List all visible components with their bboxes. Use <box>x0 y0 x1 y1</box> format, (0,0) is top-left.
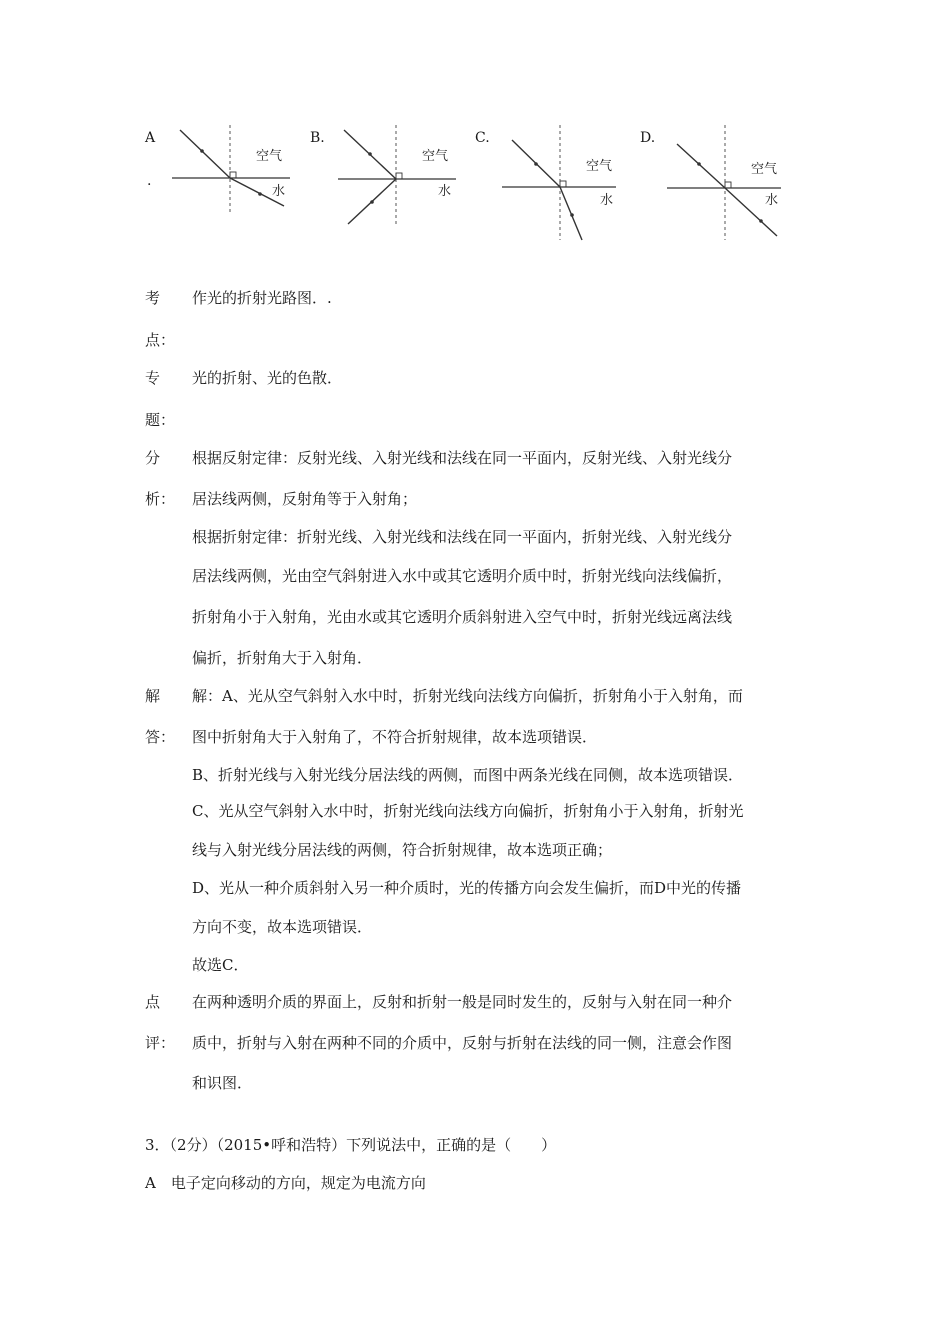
section-label-jieda-1: 解 <box>145 687 161 705</box>
diagram-c <box>500 120 630 245</box>
option-a-dot: . <box>147 173 152 189</box>
section-label-fenxi-1: 分 <box>145 449 161 467</box>
option-b-letter: B. <box>310 130 325 146</box>
option-a-letter: A <box>145 130 156 146</box>
option-c-letter: C. <box>475 130 490 146</box>
jieda-line: 故选C． <box>192 956 249 974</box>
jieda-line: 方向不变，故本选项错误． <box>192 918 373 936</box>
fenxi-line: 根据折射定律：折射光线、入射光线和法线在同一平面内，折射光线、入射光线分 <box>192 528 733 546</box>
water-label: 水 <box>600 193 614 208</box>
jieda-line: 图中折射角大于入射角了，不符合折射规律，故本选项错误． <box>192 728 598 746</box>
dianping-line: 质中，折射与入射在两种不同的介质中，反射与折射在法线的同一侧，注意会作图 <box>192 1034 733 1052</box>
water-label: 水 <box>272 184 286 199</box>
fenxi-line: 根据反射定律：反射光线、入射光线和法线在同一平面内，反射光线、入射光线分 <box>192 449 733 467</box>
question-3-stem: 3．（2分）（2015•呼和浩特）下列说法中，正确的是（ ） <box>145 1136 557 1154</box>
air-label: 空气 <box>751 162 778 177</box>
zhuanti-text: 光的折射、光的色散． <box>192 369 343 387</box>
section-label-kaodian-2: 点： <box>145 331 176 349</box>
air-label: 空气 <box>256 149 283 164</box>
option-d-letter: D. <box>640 130 656 146</box>
dianping-line: 和识图． <box>192 1074 253 1092</box>
water-label: 水 <box>438 184 452 199</box>
diagram-d <box>665 120 795 245</box>
jieda-line: C、光从空气斜射入水中时，折射光线向法线方向偏折，折射角小于入射角，折射光 <box>192 802 744 820</box>
section-label-zhuanti-2: 题： <box>145 411 176 429</box>
air-label: 空气 <box>422 149 449 164</box>
section-label-dianping-1: 点 <box>145 993 161 1011</box>
fenxi-line: 折射角小于入射角，光由水或其它透明介质斜射进入空气中时，折射光线远离法线 <box>192 608 733 626</box>
air-label: 空气 <box>586 159 613 174</box>
water-label: 水 <box>765 193 779 208</box>
jieda-line: B、折射光线与入射光线分居法线的两侧，而图中两条光线在同侧，故本选项错误． <box>192 766 744 784</box>
fenxi-line: 偏折，折射角大于入射角． <box>192 649 373 667</box>
fenxi-line: 居法线两侧，光由空气斜射进入水中或其它透明介质中时，折射光线向法线偏折， <box>192 567 733 585</box>
section-label-jieda-2: 答： <box>145 728 176 746</box>
section-label-kaodian-1: 考 <box>145 289 161 307</box>
kaodian-text: 作光的折射光路图．. <box>192 289 332 307</box>
jieda-line: 解：A、光从空气斜射入水中时，折射光线向法线方向偏折，折射角小于入射角，而 <box>192 687 743 705</box>
diagram-b <box>334 120 464 230</box>
section-label-fenxi-2: 析： <box>145 490 176 508</box>
dianping-line: 在两种透明介质的界面上，反射和折射一般是同时发生的，反射与入射在同一种介 <box>192 993 733 1011</box>
fenxi-line: 居法线两侧，反射角等于入射角； <box>192 490 418 508</box>
diagram-a <box>168 120 298 220</box>
section-label-zhuanti-1: 专 <box>145 369 161 387</box>
section-label-dianping-2: 评： <box>145 1034 176 1052</box>
jieda-line: 线与入射光线分居法线的两侧，符合折射规律，故本选项正确； <box>192 841 613 859</box>
question-3-option-a: A 电子定向移动的方向，规定为电流方向 <box>145 1174 426 1192</box>
jieda-line: D、光从一种介质斜射入另一种介质时，光的传播方向会发生偏折，而D中光的传播 <box>192 879 742 897</box>
